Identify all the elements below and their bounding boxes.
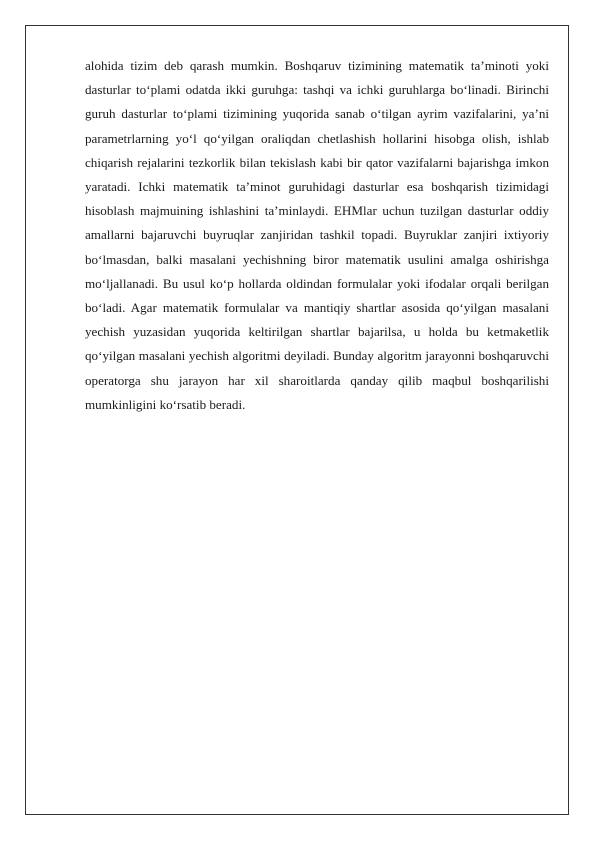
- body-paragraph: alohida tizim deb qarash mumkin. Boshqaruv tizimining matematik taʼminoti yoki dasturlar toʻplami odatda ikki guruhga: tashqi va ichki guruhlarga boʻlinadi. Birinchi guruh dasturlar toʻplami tizimining yuqorida sanab oʻtilgan ayrim vazifalarini, yaʼni parametrlarning yoʻl qoʻyilgan oraliqdan chetlashish hollarini hisobga olish, ishlab chiqarish rejalarini tezkorlik bilan tekislash kabi bir qator vazifalarni bajarishga imkon yaratadi. Ichki matematik taʼminot guruhidagi dasturlar esa boshqarish tizimidagi hisoblash majmuining ishlashini taʼminlaydi. EHMlar uchun tuzilgan dasturlar oddiy amallarni bajaruvchi buyruqlar zanjiridan tashkil topadi. Buyruklar zanjiri ixtiyoriy boʻlmasdan, balki masalani yechishning biror matematik usulini amalga oshirishga moʻljallanadi. Bu usul koʻp hollarda oldindan formulalar yoki ifodalar orqali berilgan boʻladi. Agar matematik formulalar va mantiqiy shartlar asosida qoʻyilgan masalani yechish yuzasidan yuqorida keltirilgan shartlar bajarilsa, u holda bu ketmaketlik qoʻyilgan masalani yechish algoritmi deyiladi. Bunday algoritm jarayonni boshqaruvchi operatorga shu jarayon har xil sharoitlarda qanday qilib maqbul boshqarilishi mumkinligini koʻrsatib beradi.: [85, 58, 549, 412]
